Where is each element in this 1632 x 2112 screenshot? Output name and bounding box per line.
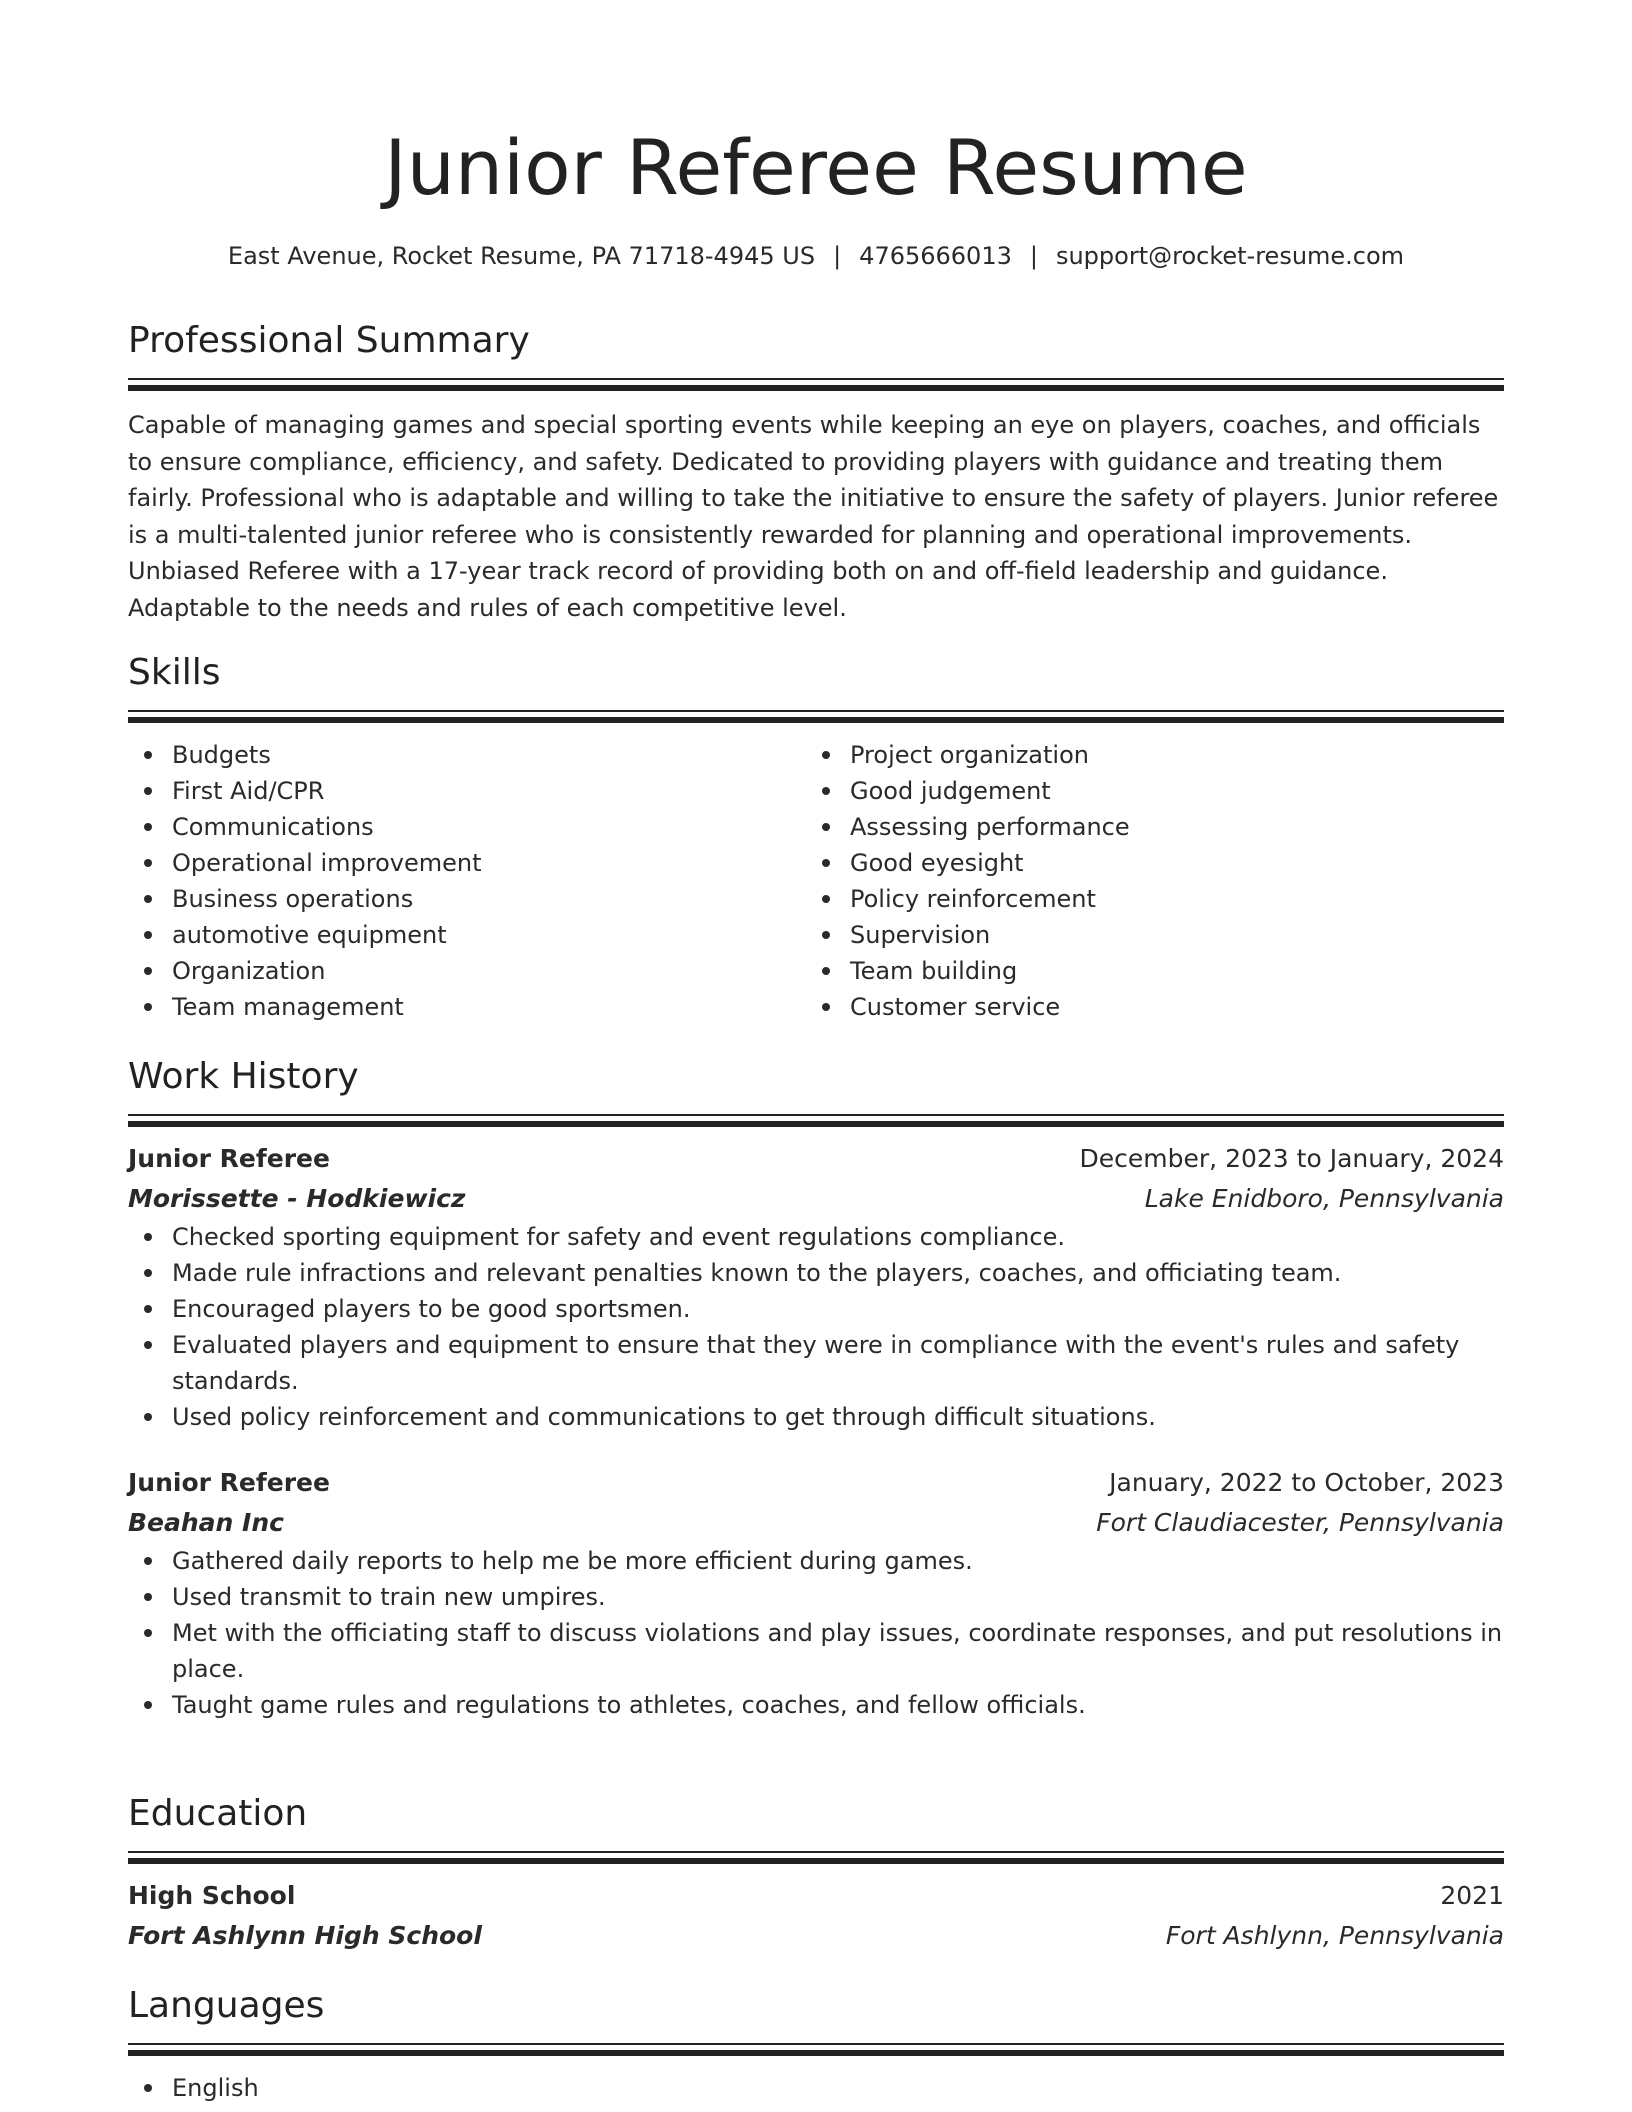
job-duty: Used policy reinforcement and communications to get through difficult situations. — [128, 1399, 1504, 1435]
education-section — [128, 1791, 1504, 1956]
skill-item: Good eyesight — [806, 845, 1484, 881]
job-company: Beahan Inc — [128, 1508, 284, 1537]
job-location: Fort Claudiacester, Pennsylvania — [1096, 1508, 1504, 1537]
skills-column-left — [128, 737, 806, 1025]
skills-section — [128, 650, 1504, 1025]
section-divider — [128, 378, 1504, 391]
job-duty: Taught game rules and regulations to athletes, coaches, and fellow officials. — [128, 1687, 1504, 1723]
work-entry — [128, 1463, 1504, 1723]
education-heading: Education — [128, 1793, 308, 1834]
job-company: Morissette - Hodkiewicz — [128, 1184, 466, 1213]
job-duty: Evaluated players and equipment to ensure that they were in compliance with the event's rules and safety standards. — [128, 1327, 1504, 1399]
language-item: English — [128, 2070, 1504, 2106]
skill-item: Policy reinforcement — [806, 881, 1484, 917]
job-duty: Met with the officiating staff to discuss violations and play issues, coordinate responses, and put resolutions in place. — [128, 1615, 1504, 1687]
skill-item: Organization — [128, 953, 806, 989]
languages-list — [128, 2070, 1504, 2106]
job-location: Lake Enidboro, Pennsylvania — [1144, 1184, 1504, 1213]
job-duty: Checked sporting equipment for safety and event regulations compliance. — [128, 1219, 1504, 1255]
job-duties — [128, 1543, 1504, 1723]
skills-column-right — [806, 737, 1484, 1025]
work-section — [128, 1054, 1504, 1723]
contact-phone: 4765666013 — [859, 242, 1012, 270]
job-duties — [128, 1219, 1504, 1435]
job-title: Junior Referee — [128, 1468, 330, 1497]
skill-item: Good judgement — [806, 773, 1484, 809]
education-entry — [128, 1876, 1504, 1956]
summary-heading: Professional Summary — [128, 320, 530, 361]
skill-item: Budgets — [128, 737, 806, 773]
contact-separator: | — [833, 242, 842, 270]
contact-line — [128, 238, 1504, 274]
section-divider — [128, 1114, 1504, 1127]
skills-heading: Skills — [128, 652, 221, 693]
skill-item: Project organization — [806, 737, 1484, 773]
job-title: Junior Referee — [128, 1144, 330, 1173]
resume-title: Junior Referee Resume — [384, 123, 1248, 212]
languages-section — [128, 1983, 1504, 2106]
job-dates: December, 2023 to January, 2024 — [1079, 1144, 1504, 1173]
skill-item: Supervision — [806, 917, 1484, 953]
skill-item: Communications — [128, 809, 806, 845]
job-duty: Used transmit to train new umpires. — [128, 1579, 1504, 1615]
work-entry — [128, 1139, 1504, 1435]
section-divider — [128, 2043, 1504, 2056]
summary-text: Capable of managing games and special sporting events while keeping an eye on players, coaches, and officials to ensure compliance, efficiency, and safety. Dedicated to providing players with guidance and treating them fairly. Professional who is adaptable and willing to take the initiative to ensure the safety of players. Junior referee is a multi-talented junior referee who is consistently rewarded for planning and operational improvements. Unbiased Referee with a 17-year track record of providing both on and off-field leadership and guidance. Adaptable to the needs and rules of each competitive level. — [128, 411, 1499, 622]
skill-item: Assessing performance — [806, 809, 1484, 845]
work-heading: Work History — [128, 1056, 359, 1097]
education-school: Fort Ashlynn High School — [128, 1921, 482, 1950]
contact-address: East Avenue, Rocket Resume, PA 71718-4945 US — [227, 242, 816, 270]
contact-email: support@rocket-resume.com — [1055, 242, 1405, 270]
section-divider — [128, 710, 1504, 723]
skill-item: Team building — [806, 953, 1484, 989]
skill-item: automotive equipment — [128, 917, 806, 953]
education-degree: High School — [128, 1881, 296, 1910]
skill-item: Business operations — [128, 881, 806, 917]
languages-heading: Languages — [128, 1985, 325, 2026]
job-duty: Made rule infractions and relevant penalties known to the players, coaches, and officiating team. — [128, 1255, 1504, 1291]
education-year: 2021 — [1440, 1881, 1504, 1910]
skill-item: Team management — [128, 989, 806, 1025]
skills-grid — [128, 737, 1504, 1025]
section-divider — [128, 1851, 1504, 1864]
skill-item: First Aid/CPR — [128, 773, 806, 809]
job-duty: Encouraged players to be good sportsmen. — [128, 1291, 1504, 1327]
skill-item: Customer service — [806, 989, 1484, 1025]
job-duty: Gathered daily reports to help me be more efficient during games. — [128, 1543, 1504, 1579]
education-location: Fort Ashlynn, Pennsylvania — [1165, 1921, 1504, 1950]
job-dates: January, 2022 to October, 2023 — [1109, 1468, 1504, 1497]
skill-item: Operational improvement — [128, 845, 806, 881]
contact-separator: | — [1029, 242, 1038, 270]
summary-section — [128, 318, 1504, 626]
